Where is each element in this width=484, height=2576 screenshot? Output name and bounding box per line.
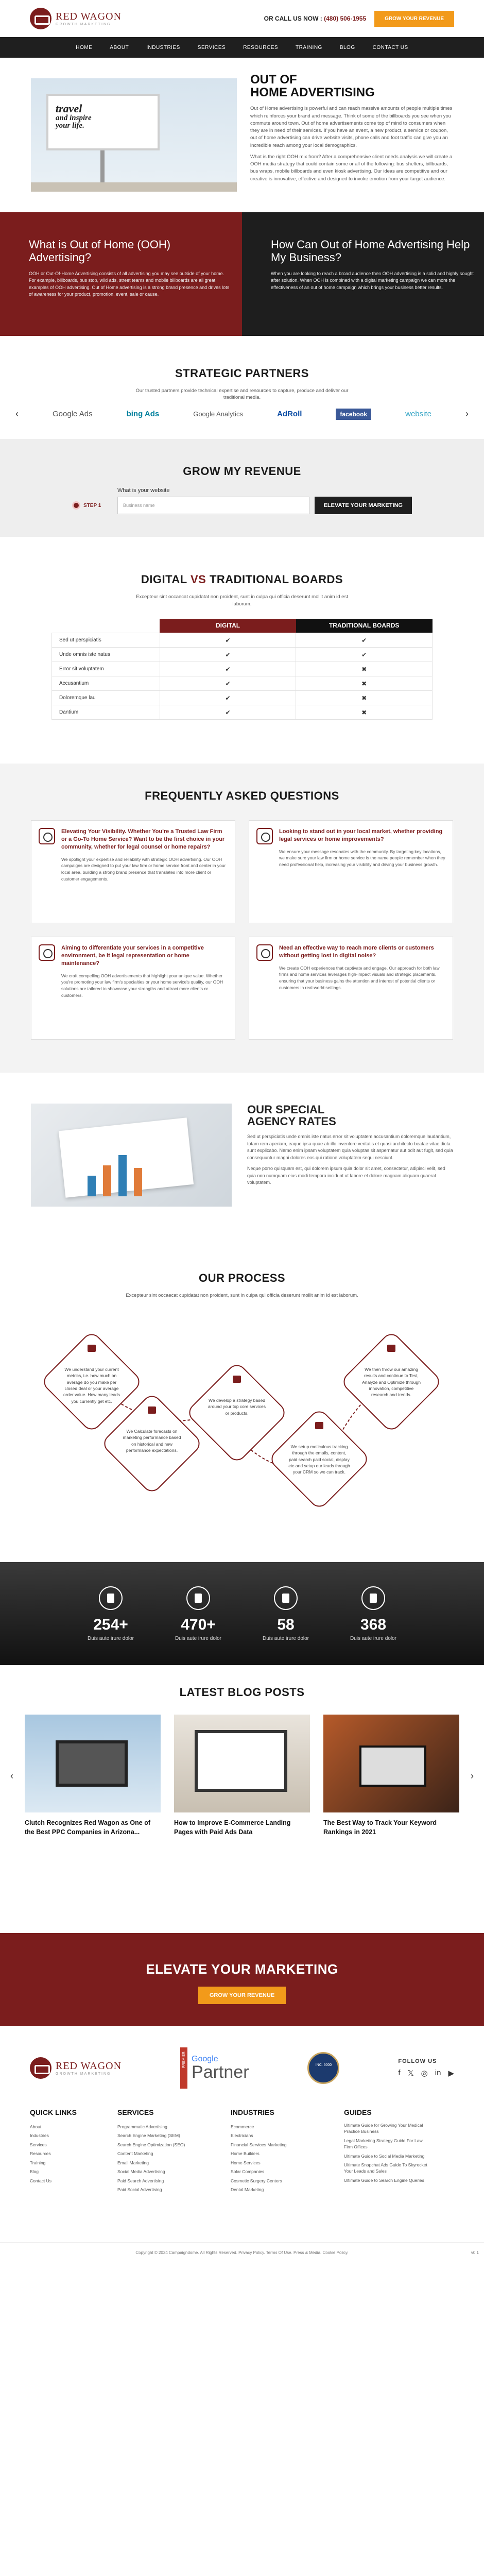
visibility-icon	[39, 828, 55, 844]
process-diagram	[0, 1320, 484, 1547]
carousel-prev-icon[interactable]: ‹	[15, 409, 19, 419]
faq-card	[31, 820, 235, 923]
rates-section	[0, 1073, 484, 1243]
partner-label: Partner	[192, 2062, 249, 2082]
inc5000-award-badge: INC. 5000	[307, 2052, 339, 2084]
what-is-ooh-title: What is Out of Home (OOH) Advertising?	[29, 238, 171, 264]
carousel-next-icon[interactable]: ›	[465, 409, 469, 419]
brand-tagline: GROWTH MARKETING	[56, 23, 111, 26]
footer-link[interactable]: Training	[30, 2160, 46, 2165]
blog-post[interactable]	[25, 1715, 161, 1837]
version-label: v0.1	[471, 2250, 479, 2255]
blog-prev-icon[interactable]: ‹	[10, 1771, 13, 1781]
trophy-icon	[274, 1586, 298, 1610]
rates-title: OUR SPECIAL AGENCY RATES	[247, 1103, 336, 1128]
ooh-info-split	[0, 212, 484, 336]
business-name-input[interactable]: Business name	[117, 497, 309, 514]
footer-link[interactable]: Blog	[30, 2169, 39, 2175]
wagon-logo-icon	[30, 2057, 51, 2079]
phone-number[interactable]: (480) 506-1955	[324, 15, 367, 22]
rates-paragraph-1: Sed ut perspiciatis unde omnis iste natus error sit voluptatem accusantium doloremque laudantium, totam rem aperiam, eaque ipsa quae ab illo inventore veritatis et quasi architecto beatae vitae dicta sunt explicabo. Nemo enim ipsam voluptatem quia voluptas sit aspernatur aut odit aut fugit, sed quia consequuntur magni dolores eos qui ratione voluptatem sequi nesciunt.	[247, 1134, 453, 1160]
process-step-4: We setup meticulous tracking through the emails, content, paid search paid social, display etc and setup our leads through your CRM so we can track.	[288, 1444, 350, 1475]
compare-title: DIGITAL VS TRADITIONAL BOARDS	[141, 573, 343, 586]
process-section	[0, 1243, 484, 1562]
table-row: Dantium ✔ ✖	[52, 705, 433, 720]
x-twitter-icon[interactable]: 𝕏	[407, 2069, 414, 2078]
faq-card	[31, 937, 235, 1040]
process-step-2: We Calculate forecasts on marketing performance based on historical and new performance expectations.	[123, 1429, 181, 1453]
table-row: Unde omnis iste natus ✔ ✔	[52, 648, 433, 662]
faq-answer: We craft compelling OOH advertisements that highlight your unique value. Whether you're promoting your law firm's specialties or your home service's quality, our OOH solutions are tailored to showcase your strengths and attract more clients or customers.	[61, 973, 223, 998]
nav-training[interactable]: TRAINING	[296, 44, 322, 50]
how-ooh-helps-text: When you are looking to reach a broad audience then OOH advertising is a solid and highly sought after solution. When OOH is combined with a digital marketing campaign we can more the effectiveness of an out of home campaign which brings your business better results.	[271, 270, 474, 290]
blog-post[interactable]	[174, 1715, 310, 1837]
stat-item: 368 Duis aute irure dolor	[348, 1586, 399, 1641]
table-row: Accusantium ✔ ✖	[52, 676, 433, 691]
footer-logo[interactable]	[30, 2057, 122, 2079]
footer-link[interactable]: Ultimate Guide to Social Media Marketing	[344, 2153, 425, 2159]
billboard-image	[31, 78, 237, 192]
footer-link[interactable]: Paid Search Advertising	[117, 2178, 164, 2183]
table-row: Sed ut perspiciatis ✔ ✔	[52, 633, 433, 648]
analytics-photo	[31, 1104, 232, 1207]
post-title[interactable]: Clutch Recognizes Red Wagon as One of the Best PPC Companies in Arizona...	[25, 1819, 151, 1836]
bag-icon	[99, 1586, 123, 1610]
billboard-line-1: travel	[56, 102, 82, 115]
grow-revenue-button[interactable]: GROW YOUR REVENUE	[374, 11, 454, 27]
instagram-icon[interactable]: ◎	[421, 2069, 428, 2078]
elevate-marketing-button[interactable]: ELEVATE YOUR MARKETING	[315, 497, 412, 514]
partner-logo-bing-ads: bing Ads	[126, 410, 160, 419]
wagon-logo-icon	[30, 8, 51, 29]
copyright-bar	[0, 2242, 484, 2263]
how-ooh-helps-title: How Can Out of Home Advertising Help My Business?	[271, 238, 470, 264]
comparison-table	[51, 619, 433, 720]
post-image	[174, 1715, 310, 1812]
partners-section	[0, 336, 484, 439]
nav-home[interactable]: HOME	[76, 44, 93, 50]
site-header	[0, 0, 484, 37]
footer-link[interactable]: Ultimate Guide to Search Engine Queries	[344, 2178, 424, 2183]
post-image	[25, 1715, 161, 1812]
footer-link[interactable]: Resources	[30, 2151, 51, 2157]
google-partner-badge	[180, 2047, 249, 2089]
footer-link[interactable]: Content Marketing	[117, 2151, 153, 2157]
col-digital: DIGITAL	[160, 619, 296, 633]
process-title: OUR PROCESS	[198, 1272, 286, 1284]
footer-brand-tagline: GROWTH MARKETING	[56, 2072, 111, 2076]
nav-contact[interactable]: CONTACT US	[372, 44, 408, 50]
post-image	[323, 1715, 459, 1812]
faq-question: Looking to stand out in your local market, whether providing legal services or home improvements?	[279, 828, 443, 842]
blog-title: LATEST BLOG POSTS	[179, 1686, 305, 1699]
nav-services[interactable]: SERVICES	[197, 44, 226, 50]
partner-logo-google-analytics: Google Analytics	[193, 410, 244, 418]
hero-title: OUT OF HOME ADVERTISING	[250, 73, 375, 100]
footer-link[interactable]: Services	[30, 2142, 47, 2147]
partner-logo-facebook: facebook	[336, 409, 371, 420]
website-label: What is your website	[117, 487, 170, 494]
nav-industries[interactable]: INDUSTRIES	[146, 44, 180, 50]
premier-label: PREMIER	[182, 2052, 186, 2068]
call-us[interactable]	[264, 15, 367, 22]
reach-icon	[256, 944, 273, 961]
footer-link[interactable]: Cosmetic Surgery Centers	[231, 2178, 282, 2183]
follow-title: FOLLOW US	[398, 2058, 437, 2064]
footer-link[interactable]: Contact Us	[30, 2178, 52, 2183]
compare-subtitle: Excepteur sint occaecat cupidatat non proident, sunt in culpa qui officia deserunt mollit anim id est laborum.	[136, 594, 348, 607]
faq-question: Elevating Your Visibility. Whether You're a Trusted Law Firm or a Go-To Home Service? Want to be the first choice in your community, whether for legal counsel or home repairs?	[61, 828, 225, 850]
hero-section	[0, 58, 484, 212]
rates-paragraph-2: Neque porro quisquam est, qui dolorem ipsum quia dolor sit amet, consectetur, adipisci velit, sed quia non numquam eius modi tempora incidunt ut labore et dolore magnam aliquam quaerat voluptatem.	[247, 1166, 445, 1185]
footer-link[interactable]: Email Marketing	[117, 2160, 149, 2165]
process-subtitle: Excepteur sint occaecat cupidatat non proident, sunt in culpa qui officia deserunt mollit anim id est laborum.	[126, 1293, 358, 1298]
footer-link[interactable]: Ultimate Snapchat Ads Guide To Skyrocket Your Leads and Sales	[344, 2162, 427, 2174]
faq-section	[0, 764, 484, 1073]
footer-link[interactable]: Financial Services Marketing	[231, 2142, 287, 2147]
table-row: Error sit voluptatem ✔ ✖	[52, 662, 433, 676]
elevate-title: ELEVATE YOUR MARKETING	[146, 1961, 338, 1977]
footer-col-quick-links: QUICK LINKS About Industries Services Resources Training Blog Contact Us	[30, 2108, 87, 2242]
stat-item: 470+ Duis aute irure dolor	[172, 1586, 224, 1641]
elevate-banner	[0, 1933, 484, 2026]
linkedin-icon[interactable]: in	[435, 2069, 441, 2077]
faq-answer: We spotlight your expertise and reliability with strategic OOH advertising. Our OOH campaigns are designed to put your law firm or home service front and center in your local area, building a strong brand presence that translates into more client or customer engagements.	[61, 856, 226, 882]
footer-col-services: SERVICES Programmatic Advertising Search Engine Marketing (SEM) Search Engine Optimization (SEO) Content Marketing Email Marketing Social Media Advertising Paid Search Advertising Paid Social Advertising	[117, 2108, 200, 2242]
logo[interactable]	[30, 8, 122, 29]
footer-col-guides: GUIDES Ultimate Guide for Growing Your Medical Practice Business Legal Marketing Strategy Guide For Law Firm Offices Ultimate Guide to Social Media Marketing Ultimate Snapchat Ads Guide To Skyrocket Your Leads and Sales Ultimate Guide to Search Engine Queries	[344, 2108, 431, 2242]
footer-link[interactable]: Solar Companies	[231, 2169, 265, 2175]
call-label: OR CALL US NOW :	[264, 15, 322, 22]
footer-link[interactable]: Electricians	[231, 2133, 253, 2139]
post-title[interactable]: How to Improve E-Commerce Landing Pages with Paid Ads Data	[174, 1819, 291, 1836]
facebook-icon[interactable]: f	[398, 2069, 401, 2077]
footer-link[interactable]: Search Engine Optimization (SEO)	[117, 2142, 185, 2147]
footer-brand-name: RED WAGON	[56, 2060, 122, 2072]
faq-question: Aiming to differentiate your services in a competitive environment, be it legal representation or home maintenance?	[61, 945, 204, 967]
footer-link[interactable]: Industries	[30, 2133, 49, 2139]
partners-title: STRATEGIC PARTNERS	[175, 367, 309, 380]
footer-link[interactable]: Ecommerce	[231, 2124, 254, 2129]
differentiate-icon	[39, 944, 55, 961]
footer-link[interactable]: Search Engine Marketing (SEM)	[117, 2133, 180, 2139]
footer-top	[0, 2026, 484, 2093]
footer-link[interactable]: Dental Marketing	[231, 2187, 264, 2192]
footer-link[interactable]: Home Builders	[231, 2151, 260, 2157]
footer-link[interactable]: Ultimate Guide for Growing Your Medical Practice Business	[344, 2123, 423, 2134]
step-indicator: STEP 1	[72, 501, 112, 510]
blog-section	[0, 1665, 484, 1933]
process-step-1: We understand your current metrics, i.e. how much on average do you make per closed deal or your average order value. How many leads you currently get etc.	[63, 1367, 120, 1404]
process-step-5: We then throw our amazing results and continue to Test, Analyze and Optimize through innovation, competitive research and trends.	[362, 1367, 421, 1398]
faq-answer: We ensure your message resonates with the community. By targeting key locations, we make sure your law firm or home service is the name people remember when they need professional help, increasing your visibility and driving your business growth.	[279, 849, 445, 868]
blog-next-icon[interactable]: ›	[471, 1771, 474, 1781]
footer-link[interactable]: About	[30, 2124, 42, 2129]
copyright-text: Copyright © 2024 Campaigndome. All Rights Reserved. Privacy Policy. Terms Of Use. Press & Media. Cookie Policy.	[135, 2250, 349, 2255]
blog-post[interactable]	[323, 1715, 459, 1837]
faq-card	[249, 937, 453, 1040]
grow-title: GROW MY REVENUE	[183, 465, 301, 478]
hero-paragraph-1: Out of Home advertising is powerful and can reach massive amounts of people multiple times which reinforces your brand and message. Think of some of the billboards you see when you commute around town. Out of home advertisements come top of mind to consumers when they are in need of their services. If you have an event, a new product, a service or coupon, out of home advertising can drive website visits, phone calls and foot traffic can give you an incredible reach among your local demographics.	[250, 106, 453, 148]
nav-blog[interactable]: BLOG	[339, 44, 355, 50]
footer-col-industries: INDUSTRIES Ecommerce Electricians Financial Services Marketing Home Builders Home Services Solar Companies Cosmetic Surgery Centers Dental Marketing	[231, 2108, 313, 2242]
faq-question: Need an effective way to reach more clients or customers without getting lost in digital noise?	[279, 945, 434, 959]
youtube-icon[interactable]: ▶	[448, 2069, 454, 2078]
faq-title: FREQUENTLY ASKED QUESTIONS	[145, 789, 339, 802]
stat-item: 58 Duis aute irure dolor	[260, 1586, 312, 1641]
stats-section	[0, 1562, 484, 1665]
stat-item: 254+ Duis aute irure dolor	[85, 1586, 136, 1641]
billboard-line-3: your life.	[56, 122, 84, 130]
footer-link[interactable]: Home Services	[231, 2160, 261, 2165]
billboard-line-2: and inspire	[56, 114, 92, 122]
target-icon	[256, 828, 273, 844]
hero-paragraph-2: What is the right OOH mix from? After a comprehensive client needs analysis we will create a OOH media strategy that could contain some or all of the following: bus shelters, billboards, bus wraps, mobile billboards and even kiosk advertising. Our ideas are competitive and our creative is innovative, effective and designed to invoke emotion from your target audience.	[250, 154, 453, 182]
post-title[interactable]: The Best Way to Track Your Keyword Rankings in 2021	[323, 1819, 437, 1836]
faq-card	[249, 820, 453, 923]
footer-link[interactable]: Legal Marketing Strategy Guide For Law Firm Offices	[344, 2138, 423, 2149]
grow-revenue-cta-button[interactable]: GROW YOUR REVENUE	[198, 1987, 286, 2004]
follow-us	[398, 2058, 454, 2078]
footer-columns	[0, 2093, 484, 2242]
footer-link[interactable]: Programmatic Advertising	[117, 2124, 167, 2129]
nav-about[interactable]: ABOUT	[110, 44, 129, 50]
brand-name: RED WAGON	[56, 11, 122, 22]
handshake-icon	[361, 1586, 385, 1610]
nav-resources[interactable]: RESOURCES	[243, 44, 279, 50]
table-row: Doloremque lau ✔ ✖	[52, 691, 433, 705]
faq-answer: We create OOH experiences that captivate and engage. Our approach for both law firms and home services leverages high-impact visuals and strategic placements, ensuring that your business gains the attention and interest of potential clients or customers in real-world settings.	[279, 965, 440, 990]
footer-link[interactable]: Paid Social Advertising	[117, 2187, 162, 2192]
team-icon	[186, 1586, 210, 1610]
main-nav	[0, 37, 484, 58]
grow-revenue-section	[0, 439, 484, 537]
compare-section	[0, 537, 484, 764]
partner-logo-google-ads: Google Ads	[53, 410, 93, 419]
partner-logo-website: website	[405, 410, 431, 419]
col-traditional: TRADITIONAL BOARDS	[296, 619, 433, 633]
partner-logo-adroll: AdRoll	[277, 410, 302, 419]
partners-subtitle: Our trusted partners provide technical expertise and resources to capture, produce and deliver our traditional media.	[135, 388, 349, 401]
what-is-ooh-text: OOH or Out-Of-Home Advertising consists of all advertising you may see outside of your home. For example, billboards, bus stop, wild ads, street teams and mobile billboards are all great examples of OOH advertising. Out of Home advertising is a strong brand presence and drives lots of awareness for your product, promotion, event, sale or cause.	[29, 270, 230, 297]
step-dot-icon	[72, 501, 80, 510]
process-step-3: We develop a strategy based around your top core services or products.	[208, 1398, 266, 1416]
google-label: Google	[192, 2055, 218, 2063]
footer-link[interactable]: Social Media Advertising	[117, 2169, 165, 2175]
